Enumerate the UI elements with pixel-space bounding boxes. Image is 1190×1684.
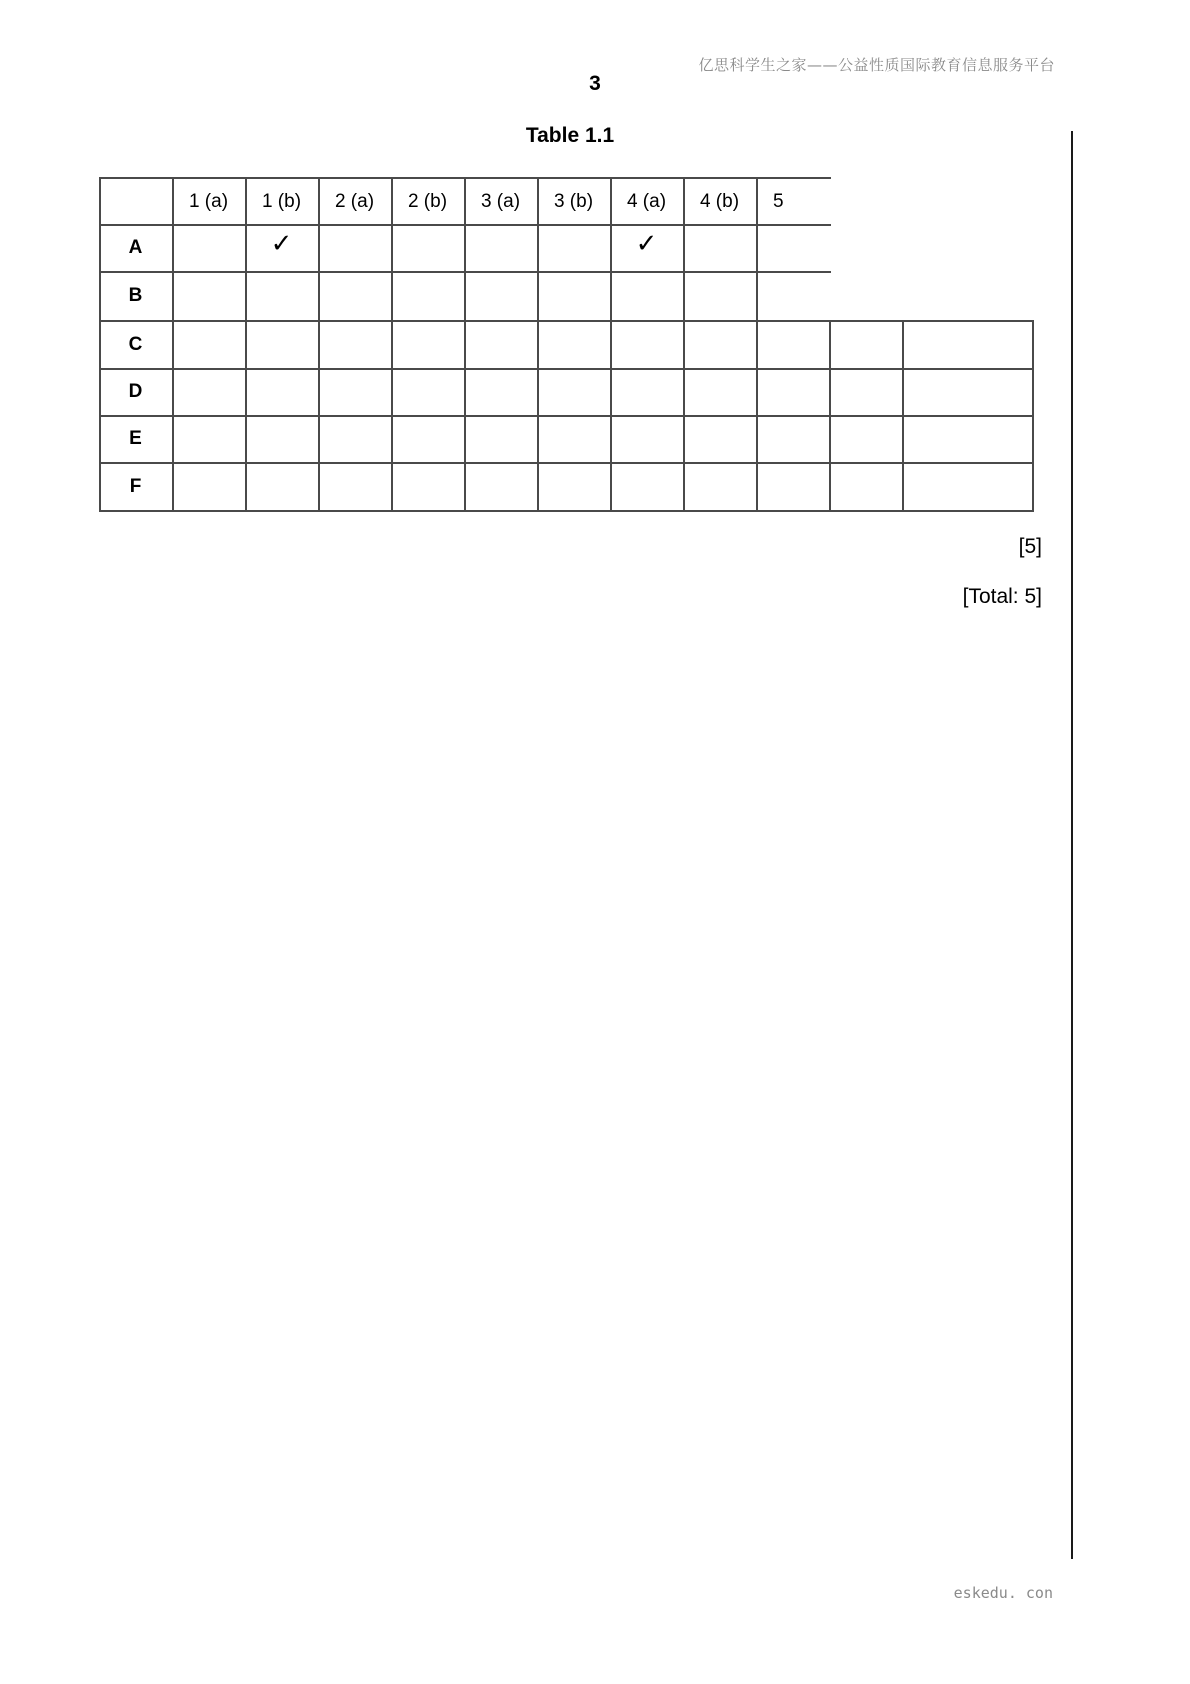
column-header: 1 (a) (188, 191, 229, 212)
table-vertical-line (1032, 320, 1034, 512)
page-number: 3 (589, 72, 601, 95)
table-horizontal-line (99, 368, 1034, 370)
column-header: 2 (b) (407, 191, 448, 212)
table-vertical-line (537, 177, 539, 512)
row-label: E (129, 428, 142, 449)
table-vertical-line (318, 177, 320, 512)
table-horizontal-line (99, 320, 1034, 322)
table-caption: Table 1.1 (525, 124, 615, 147)
row-label: F (129, 475, 142, 497)
column-header: 4 (a) (626, 191, 667, 212)
margin-line (1071, 131, 1073, 1559)
check-mark-icon: ✓ (270, 229, 293, 259)
table-horizontal-line (99, 415, 1034, 417)
header-watermark: 亿思科学生之家——公益性质国际教育信息服务平台 (698, 56, 1055, 74)
table-vertical-line (391, 177, 393, 512)
table-vertical-line (464, 177, 466, 512)
question-mark-allocation: [5] (1018, 535, 1042, 558)
column-header: 4 (b) (699, 191, 740, 212)
table-horizontal-line (99, 462, 1034, 464)
column-header: 3 (b) (553, 191, 594, 212)
row-label: B (128, 285, 143, 306)
row-label: C (128, 333, 143, 355)
table-vertical-line (683, 177, 685, 512)
table-vertical-line (756, 177, 758, 512)
table-horizontal-line (99, 510, 1034, 512)
column-header: 5 (773, 191, 784, 212)
table-vertical-line (902, 320, 904, 512)
column-header: 2 (a) (334, 191, 375, 212)
row-label: D (128, 381, 143, 402)
total-marks: [Total: 5] (962, 585, 1042, 608)
column-header: 3 (a) (480, 191, 521, 212)
table-vertical-line (829, 320, 831, 512)
row-label: A (128, 237, 143, 258)
column-header: 1 (b) (261, 191, 302, 212)
check-mark-icon: ✓ (635, 229, 658, 259)
table-vertical-line (172, 177, 174, 512)
footer-watermark: eskedu. con (953, 1584, 1053, 1602)
